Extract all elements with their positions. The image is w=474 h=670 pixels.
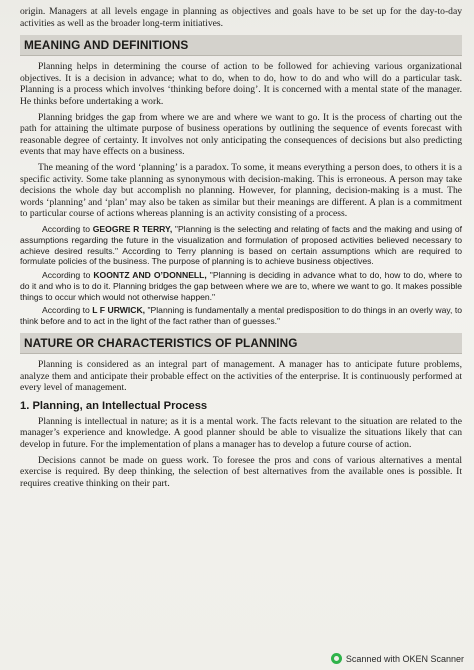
quote-author: L F URWICK, xyxy=(92,305,146,316)
definition-quote: According to KOONTZ AND O’DONNELL, "Planning is deciding in advance what to do, how to do, where to do it and who is to do it. Planning bridges the gap between where we are to, where we want to go. It makes possible things to occur which would not otherwise happen." xyxy=(20,270,462,302)
scanner-watermark xyxy=(331,653,464,664)
paragraph: Decisions cannot be made on guess work. To foresee the pros and cons of various alternatives a mental exercise is required. By deep thinking, the selection of best alternatives from the available ones is possible. It requires creative thinking on their part. xyxy=(20,454,462,489)
scanner-text: Scanned with OKEN Scanner xyxy=(345,653,464,664)
section-heading-nature: NATURE OR CHARACTERISTICS OF PLANNING xyxy=(20,333,462,354)
page-content xyxy=(20,6,462,493)
paragraph: Planning helps in determining the course of action to be followed for achieving various organizational objectives. It is a decision in advance; what to do, when to do, how to do and who will do a particular task. Planning is a process which involves ‘thinking before doing’. It is concerned with a mental state of the manager. He thinks before undertaking a work. xyxy=(20,61,462,107)
subsection-heading: 1. Planning, an Intellectual Process xyxy=(20,399,208,412)
paragraph: Planning is intellectual in nature; as it is a mental work. The facts relevant to the situation are related to the manager’s experience and knowledge. A good planner should be able to visualize the situations likely that can develop in future. For the implementation of plans a manager has to develop a future course of action. xyxy=(20,415,462,451)
section-heading-meaning: MEANING AND DEFINITIONS xyxy=(20,35,462,56)
paragraph: Planning is considered as an integral part of management. A manager has to anticipate future problems, analyze them and anticipate their probable effect on the activities of the enterprise. It is continuously performed at every level of management. xyxy=(20,359,462,394)
definition-quote: According to L F URWICK, "Planning is fundamentally a mental predisposition to do things in an overly way, to think before and to act in the light of the fact rather than of guesses." xyxy=(20,305,462,327)
quote-author: KOONTZ AND O’DONNELL, xyxy=(93,270,207,281)
paragraph: Planning bridges the gap from where we are and where we want to go. It is the process of charting out the path for attaining the ultimate purpose of business operations by outlining the sequence of events forecast with reasonable degree of certainty. It involves not only anticipating the consequences of decisions but also predicting events that may have effects on a business. xyxy=(20,111,462,158)
intro-paragraph: origin. Managers at all levels engage in planning as objectives and goals have to be set up for the day-to-day activities as well as the broader long-term initiatives. xyxy=(20,6,462,29)
definition-quote: According to GEOGRE R TERRY, "Planning is the selecting and relating of facts and the making and using of assumptions regarding the future in the visualization and formulation of proposed activities believed necessary to achieve desired results." According to Terry planning is based on certain assumptions which are required to formulate policies of the business. The purpose of planning is to achieve business objectives. xyxy=(20,223,462,267)
quote-author: GEOGRE R TERRY, xyxy=(92,223,173,234)
paragraph: The meaning of the word ‘planning’ is a paradox. To some, it means everything a person does, to others it is a specific activity. Some take planning as synonymous with decision-making. This is erroneous. A person may take decisions the whole day but accomplish no planning. However, for planning, decision-making is a must. The words ‘planning’ and ‘plan’ may also be taken as similar but their meanings are different. A plan is a commitment to particular course of actions whereas planning is an activity consisting of a process. xyxy=(20,161,462,220)
scanner-logo-icon xyxy=(331,653,342,664)
